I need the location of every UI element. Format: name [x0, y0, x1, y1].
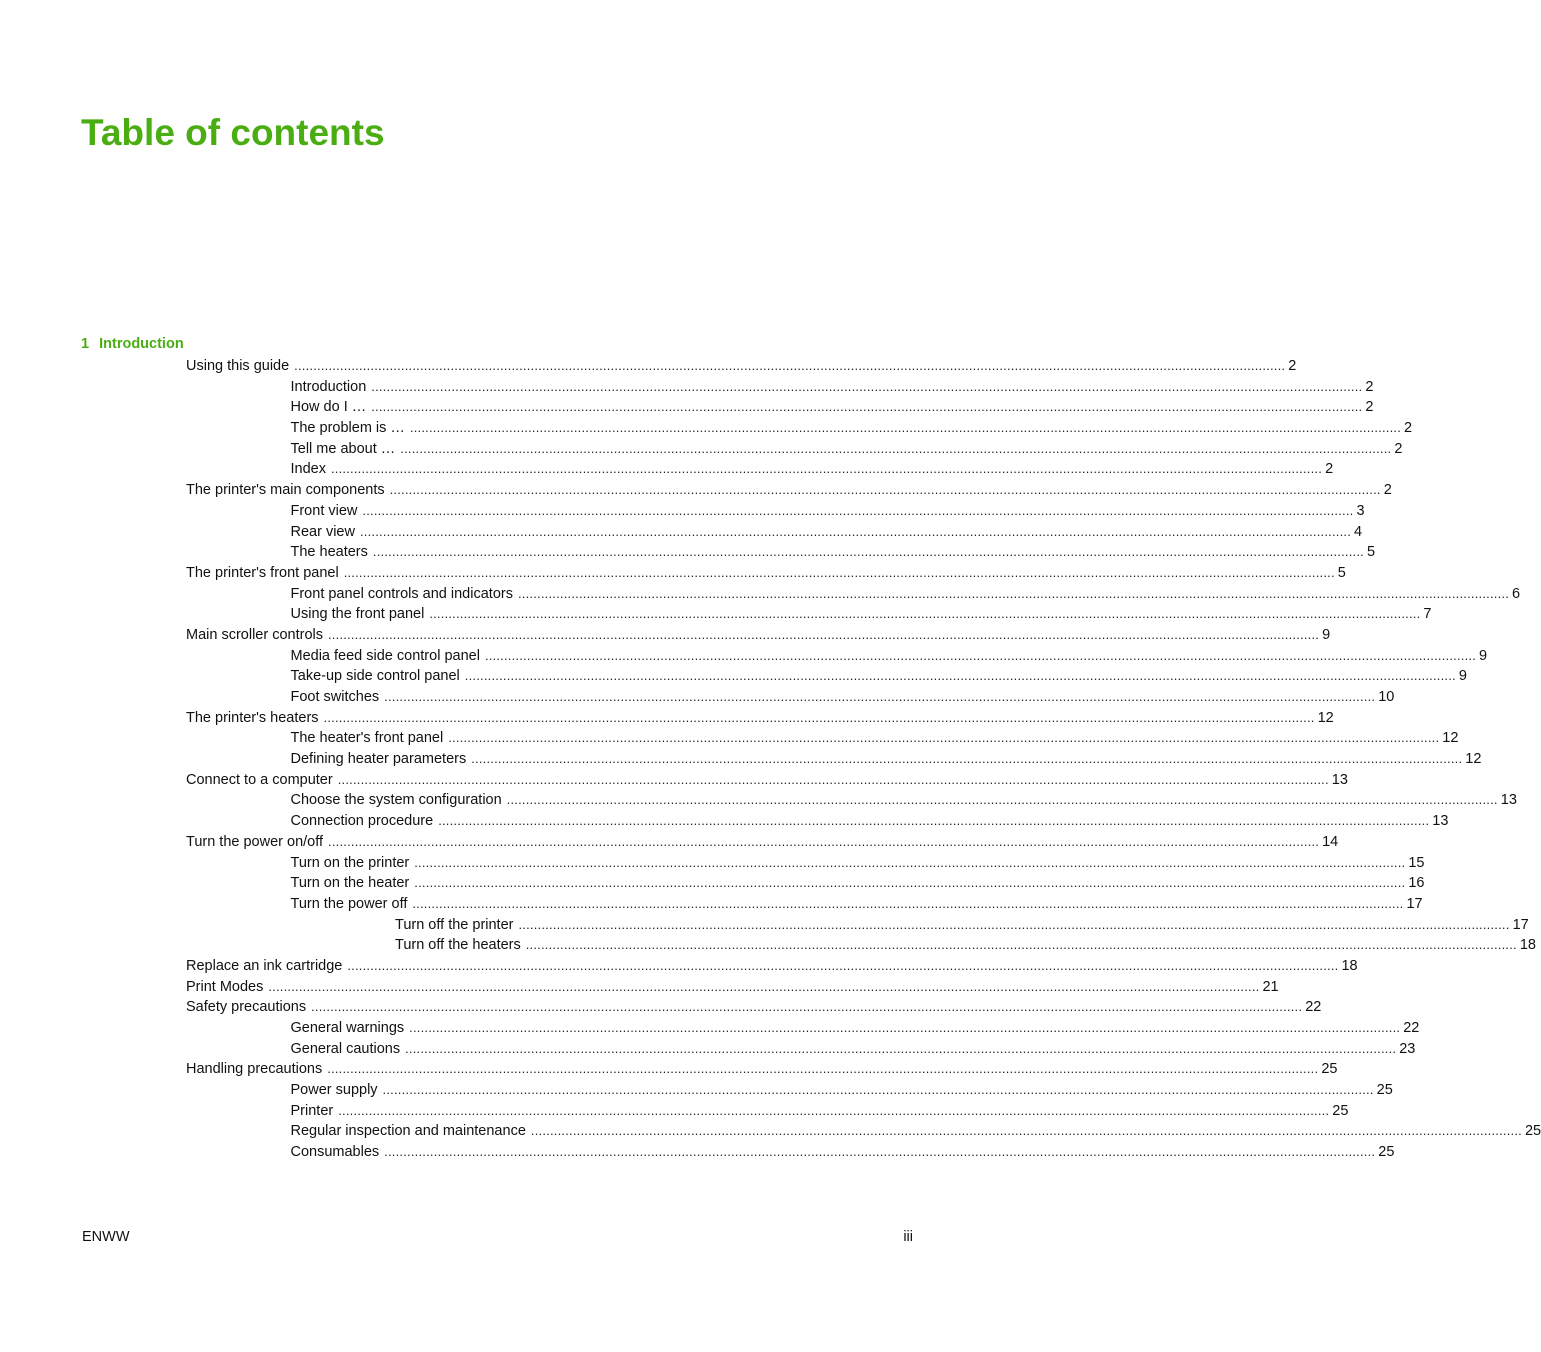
toc-leader-dots: ....................................................................................................................................................................................................................................................................: [412, 895, 1404, 911]
toc-entry-page: 2: [1394, 440, 1403, 457]
toc-entry-label: Media feed side control panel: [290, 647, 480, 664]
toc-entry[interactable]: [186, 915, 1529, 936]
toc-entry-page: 2: [1365, 399, 1374, 416]
toc-entry-label: Tell me about …: [290, 440, 396, 457]
toc-entry-label: Front view: [290, 502, 358, 519]
toc-list: [186, 356, 1541, 1163]
toc-leader-dots: ....................................................................................................................................................................................................................................................................: [327, 1061, 1319, 1077]
toc-entry[interactable]: [186, 418, 1413, 439]
page-title: Table of contents: [81, 112, 385, 153]
toc-leader-dots: ....................................................................................................................................................................................................................................................................: [372, 544, 1364, 560]
toc-entry-page: 13: [1331, 771, 1348, 788]
toc-entry-page: 12: [1442, 730, 1459, 747]
toc-leader-dots: ....................................................................................................................................................................................................................................................................: [384, 689, 1376, 704]
toc-entry[interactable]: [186, 853, 1425, 874]
toc-entry-page: 2: [1365, 378, 1374, 395]
toc-leader-dots: ....................................................................................................................................................................................................................................................................: [311, 999, 1303, 1015]
toc-entry-page: 2: [1383, 482, 1392, 499]
toc-entry[interactable]: [186, 459, 1334, 480]
toc-entry-label: Power supply: [290, 1082, 378, 1099]
toc-entry[interactable]: [186, 1018, 1420, 1039]
toc-entry-label: Handling precautions: [186, 1061, 323, 1078]
toc-leader-dots: ....................................................................................................................................................................................................................................................................: [414, 875, 1406, 891]
toc-entry[interactable]: [186, 687, 1395, 708]
toc-entry-label: General cautions: [290, 1040, 401, 1057]
toc-leader-dots: ....................................................................................................................................................................................................................................................................: [405, 1040, 1397, 1056]
toc-entry-page: 21: [1262, 978, 1279, 995]
toc-leader-dots: ....................................................................................................................................................................................................................................................................: [517, 585, 1510, 601]
chapter-number: 1: [81, 336, 90, 352]
toc-entry-label: Turn off the printer: [395, 916, 514, 933]
toc-entry[interactable]: [186, 480, 1392, 501]
toc-entry-page: 23: [1399, 1040, 1416, 1057]
toc-leader-dots: ....................................................................................................................................................................................................................................................................: [400, 440, 1392, 456]
toc-entry-label: Connection procedure: [290, 813, 434, 830]
toc-entry-page: 14: [1322, 833, 1339, 850]
toc-entry[interactable]: [186, 377, 1374, 398]
toc-entry[interactable]: [186, 873, 1425, 894]
toc-entry-page: 7: [1423, 606, 1432, 623]
toc-entry[interactable]: [186, 356, 1297, 377]
toc-entry-page: 2: [1404, 420, 1413, 437]
toc-entry-label: Printer: [290, 1102, 334, 1119]
toc-entry[interactable]: [186, 708, 1334, 729]
chapter-title: Introduction: [99, 336, 184, 352]
toc-entry-label: Safety precautions: [186, 999, 307, 1016]
toc-entry-page: 25: [1524, 1123, 1541, 1140]
toc-entry[interactable]: [186, 666, 1467, 687]
toc-entry-page: 25: [1332, 1102, 1349, 1119]
toc-leader-dots: ....................................................................................................................................................................................................................................................................: [530, 1123, 1522, 1139]
toc-entry-label: Choose the system configuration: [290, 792, 502, 809]
toc-entry-label: Index: [290, 461, 326, 478]
toc-entry-page: 22: [1403, 1020, 1420, 1036]
toc-entry[interactable]: [186, 542, 1376, 563]
toc-leader-dots: ....................................................................................................................................................................................................................................................................: [338, 1102, 1330, 1118]
toc-entry-page: 15: [1408, 854, 1425, 871]
toc-leader-dots: ....................................................................................................................................................................................................................................................................: [506, 792, 1498, 808]
toc-entry[interactable]: [186, 501, 1365, 522]
toc-entry-label: Turn the power on/off: [186, 833, 324, 850]
toc-leader-dots: ....................................................................................................................................................................................................................................................................: [448, 730, 1440, 746]
toc-leader-dots: ....................................................................................................................................................................................................................................................................: [294, 358, 1286, 373]
toc-entry-page: 17: [1406, 895, 1423, 912]
toc-entry[interactable]: [186, 1121, 1541, 1142]
toc-entry-page: 6: [1512, 585, 1521, 602]
toc-entry-label: Connect to a computer: [186, 771, 333, 788]
toc-entry-page: 9: [1479, 647, 1488, 664]
toc-entry-page: 18: [1519, 937, 1536, 954]
toc-entry[interactable]: [186, 956, 1358, 977]
toc-leader-dots: ....................................................................................................................................................................................................................................................................: [429, 606, 1421, 622]
toc-entry-page: 13: [1432, 813, 1449, 830]
toc-entry[interactable]: [186, 1059, 1338, 1080]
toc-entry-label: Turn the power off: [290, 895, 408, 912]
footer-page-number: iii: [903, 1229, 913, 1245]
toc-leader-dots: ....................................................................................................................................................................................................................................................................: [362, 502, 1354, 518]
toc-entry-page: 25: [1376, 1082, 1393, 1099]
toc-entry-page: 2: [1288, 358, 1297, 374]
toc-entry-label: Print Modes: [186, 978, 264, 995]
toc-entry-label: Take-up side control panel: [290, 668, 460, 685]
toc-entry-label: The heater's front panel: [290, 730, 444, 747]
toc-leader-dots: ....................................................................................................................................................................................................................................................................: [484, 647, 1477, 663]
toc-entry-page: 12: [1465, 751, 1482, 768]
toc-entry-label: Front panel controls and indicators: [290, 585, 513, 602]
toc-leader-dots: ....................................................................................................................................................................................................................................................................: [382, 1082, 1374, 1098]
toc-leader-dots: ....................................................................................................................................................................................................................................................................: [389, 482, 1381, 498]
toc-entry[interactable]: [186, 935, 1536, 956]
toc-leader-dots: ....................................................................................................................................................................................................................................................................: [464, 668, 1456, 684]
toc-entry[interactable]: [186, 977, 1279, 998]
toc-entry-label: Replace an ink cartridge: [186, 957, 343, 974]
toc-entry-label: Turn off the heaters: [395, 937, 521, 954]
toc-entry[interactable]: [186, 1080, 1393, 1101]
toc-entry-page: 2: [1325, 461, 1334, 478]
toc-leader-dots: ....................................................................................................................................................................................................................................................................: [471, 751, 1463, 767]
toc-leader-dots: ....................................................................................................................................................................................................................................................................: [323, 709, 1315, 725]
footer-locale: ENWW: [82, 1229, 130, 1245]
toc-entry-page: 9: [1322, 626, 1331, 643]
toc-entry-label: Rear view: [290, 523, 355, 540]
chapter-heading[interactable]: [81, 336, 184, 352]
toc-entry[interactable]: [186, 728, 1459, 749]
toc-leader-dots: ....................................................................................................................................................................................................................................................................: [518, 916, 1510, 932]
toc-leader-dots: ....................................................................................................................................................................................................................................................................: [371, 399, 1363, 415]
toc-entry-label: Consumables: [290, 1144, 380, 1161]
toc-leader-dots: ....................................................................................................................................................................................................................................................................: [328, 626, 1320, 642]
toc-entry[interactable]: [186, 997, 1322, 1018]
toc-entry[interactable]: [186, 749, 1482, 770]
toc-entry[interactable]: [186, 625, 1331, 646]
toc-leader-dots: ....................................................................................................................................................................................................................................................................: [371, 378, 1363, 394]
toc-entry-page: 16: [1408, 875, 1425, 892]
toc-entry-page: 22: [1305, 999, 1322, 1016]
toc-entry-label: Main scroller controls: [186, 626, 323, 643]
toc-entry-page: 12: [1317, 709, 1334, 726]
toc-entry[interactable]: [186, 584, 1521, 605]
toc-entry-label: The problem is …: [290, 420, 405, 437]
toc-leader-dots: ....................................................................................................................................................................................................................................................................: [414, 854, 1406, 870]
toc-leader-dots: ....................................................................................................................................................................................................................................................................: [328, 833, 1320, 849]
toc-entry-page: 17: [1512, 916, 1529, 933]
toc-entry[interactable]: [186, 604, 1432, 625]
toc-entry-page: 9: [1458, 668, 1467, 685]
toc-entry-page: 4: [1354, 523, 1363, 540]
toc-entry-label: Defining heater parameters: [290, 751, 467, 768]
toc-entry[interactable]: [186, 1039, 1416, 1060]
toc-entry-label: Regular inspection and maintenance: [290, 1123, 526, 1140]
toc-entry[interactable]: [186, 894, 1423, 915]
toc-entry-page: 5: [1337, 564, 1346, 581]
toc-entry-page: 13: [1500, 792, 1517, 809]
toc-entry-label: Using the front panel: [290, 606, 425, 623]
toc-entry-label: Introduction: [290, 378, 367, 395]
toc-entry-page: 25: [1321, 1061, 1338, 1078]
toc-leader-dots: ....................................................................................................................................................................................................................................................................: [337, 771, 1329, 787]
toc-entry[interactable]: [186, 563, 1346, 584]
toc-entry-label: How do I …: [290, 399, 367, 416]
toc-entry-label: Turn on the printer: [290, 854, 410, 871]
toc-leader-dots: ....................................................................................................................................................................................................................................................................: [347, 957, 1339, 973]
toc-leader-dots: ....................................................................................................................................................................................................................................................................: [438, 813, 1430, 829]
toc-entry[interactable]: [186, 439, 1403, 460]
toc-leader-dots: ....................................................................................................................................................................................................................................................................: [268, 978, 1260, 994]
toc-leader-dots: ....................................................................................................................................................................................................................................................................: [384, 1144, 1376, 1160]
toc-leader-dots: ....................................................................................................................................................................................................................................................................: [409, 420, 1402, 436]
toc-entry[interactable]: [186, 522, 1363, 543]
toc-leader-dots: ....................................................................................................................................................................................................................................................................: [409, 1020, 1401, 1035]
toc-entry-page: 3: [1356, 502, 1365, 519]
toc-entry[interactable]: [186, 646, 1488, 667]
toc-leader-dots: ....................................................................................................................................................................................................................................................................: [343, 564, 1335, 580]
toc-entry-label: The printer's main components: [186, 482, 385, 499]
toc-entry-label: The heaters: [290, 544, 368, 561]
toc-entry-label: General warnings: [290, 1020, 405, 1036]
toc-entry-label: Using this guide: [186, 358, 290, 374]
toc-entry-label: Foot switches: [290, 689, 380, 705]
toc-entry-label: The printer's front panel: [186, 564, 339, 581]
toc-entry[interactable]: [186, 1142, 1395, 1163]
toc-leader-dots: ....................................................................................................................................................................................................................................................................: [359, 523, 1352, 539]
toc-leader-dots: ....................................................................................................................................................................................................................................................................: [525, 937, 1517, 953]
toc-entry[interactable]: [186, 811, 1449, 832]
toc-leader-dots: ....................................................................................................................................................................................................................................................................: [330, 461, 1323, 477]
toc-entry-page: 10: [1378, 689, 1395, 705]
toc-entry-label: The printer's heaters: [186, 709, 319, 726]
toc-entry[interactable]: [186, 1101, 1349, 1122]
toc-entry-page: 25: [1378, 1144, 1395, 1161]
toc-entry-label: Turn on the heater: [290, 875, 410, 892]
toc-entry[interactable]: [186, 770, 1348, 791]
toc-entry[interactable]: [186, 790, 1517, 811]
toc-entry-page: 18: [1341, 957, 1358, 974]
toc-entry[interactable]: [186, 832, 1339, 853]
toc-entry[interactable]: [186, 397, 1374, 418]
toc-entry-page: 5: [1366, 544, 1376, 561]
